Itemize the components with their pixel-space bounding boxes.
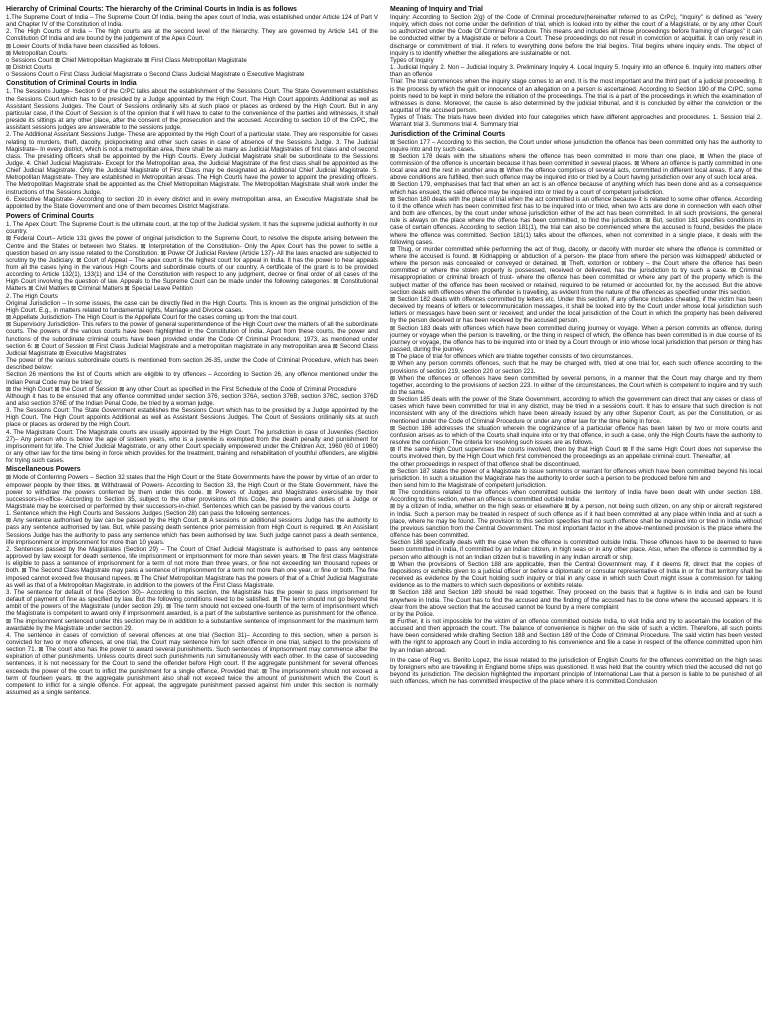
paragraph: ⊠ Section 183 deals with offences which have been committed during journey or voyage. When a person commits an offence, during journey or voyage when the person is travelling, or the thing in respect of which, the offence has been committed is in due course of its journey or voyage, the offence has to be inquired into or tried by a Court through or into whose local jurisdiction that person or thing has passed, during the journey. bbox=[390, 324, 762, 354]
paragraph: In the case of Reg vs. Benito Lopez, the issue related to the jurisdiction of English Courts for the offences committed on the high seas by foreigners who are travelling in England borne ships was questioned. It was held that the country which tried the accused did not go beyond its jurisdiction. The decision highlighted the important principle of International Law that a person is liable to be punished of all such offences, which he has committed irrespective of the place where it is committed.Conclusion bbox=[390, 656, 762, 686]
paragraph: 6. Executive Magistrate- According to section 20 in every district and in every metropolitan area, an Executive Magistrate shall be appointed by the State Government and one of them becomes District Magistrate. bbox=[6, 195, 378, 210]
section-heading: Constitution of Criminal Courts in India bbox=[6, 80, 137, 88]
paragraph: 1. Judicial Inquiry 2. Non – Judicial Inquiry 3. Preliminary Inquiry 4. Local Inquiry 5. Inquiry into an offence 6. Inquiry into matters other than an offence bbox=[390, 64, 762, 79]
paragraph: ⊠ Section 178 deals with the situations where the offence has been committed in more than one place, ⊠ When the place of commission of the offence is uncertain because it has been committed in several places. ⊠ Where an offence is partly committed in one local area and the rest in another area ⊠ When the offence comprises of several acts, committed in different local areas. If any of the above conditions are fulfilled, then such offence may be inquired into or tried by a Court having jurisdiction over any of such local area. bbox=[390, 152, 762, 182]
paragraph: Types of Inquiry bbox=[390, 56, 434, 64]
paragraph: then send him to the Magistrate of competent jurisdiction. bbox=[390, 482, 547, 489]
paragraph: 1. The Sessions Judge– Section 9 of the CrPC talks about the establishment of the Sessions Court. The State Government establishes the Sessions Court which has to be presided by a Judge appointed by the High Court. The High Court appoints Additional as well as Assistant Sessions Judges. The Court of Sessions ordinarily sits at such place or places as ordered by the High Court. But in any particular case, if the Court of Session is of the opinion that it will have to cater to the convenience of the parties and witnesses, it shall preside its sittings at any other place, after the consent of the prosecution and the accused. According to section 10 of the CrPC, the assistant sessions judges are answerable to the sessions judge. bbox=[6, 88, 378, 132]
paragraph: ⊠ Any sentence authorised by law can be passed by the High Court. ⊠ A sessions or additional sessions Judge has the authority to pass any sentence authorised by law. But, while passing death sentence prior permission from High Court is required. ⊠ An Assistant Sessions Judge has the authority to pass any sentence which has been authorised by law. Such judge cannot pass a death sentence, life imprisonment or imprisonment for more than 10 years. bbox=[6, 517, 378, 546]
paragraph: ⊠ Supervisory Jurisdiction- This refers to the power of general superintendence of the High Court over the matters of all the subordinate courts. The powers of the various courts have been highlighted in the Constitution of India. Apart from these courts, the power and functions of the subordinate criminal courts have been provided under the Code Of Criminal Procedure, 1973, as mentioned under section 6: ⊠ Court of Session ⊠ First Class Judicial Magistrate and a metropolitan magistrate in any metropolitan area ⊠ Second Class Judicial Magistrate ⊠ Executive Magistrates bbox=[6, 321, 378, 357]
left-column bbox=[6, 4, 378, 1022]
paragraph: Original Jurisdiction – In some issues, the case can be directly filed in the High Courts. This is known as the original jurisdiction of the High Court. E.g., in matters related to fundamental rights, Marriage and Divorce cases. bbox=[6, 299, 378, 314]
paragraph: o Sessions Court o First Class Judicial Magistrate o Second Class Judicial Magistrate o Executive Magistrate bbox=[6, 71, 305, 79]
paragraph: ⊠ If the same High Court supervises the courts involved, then by that High Court ⊠ If the same High Court does not supervise the courts involved then, by the High Court which first commenced the proceedings as an appellate criminal court. Thereafter, all bbox=[390, 446, 762, 461]
paragraph: 4. The Magistrate Court: The Magistrate courts are usually appointed by the High Court. The jurisdiction in case of Juveniles (Section 27)– Any person who is below the age of sixteen years, who is a juvenile is exempted from the death penalty and punishment for imprisonment for life. The Chief Judicial Magistrate, or any other Court specially empowered under the Children Act, 1960 (60 of 1960) or any other law for the time being in force which provides for the treatment, training and rehabilitation of youthful offenders, are eligible for trying such cases. bbox=[6, 428, 378, 465]
paragraph: Section 188 specifically deals with the case when the offence is committed outside India. These offences have to be deemed to have been committed in India, if committed by an Indian citizen, in high seas or in any other place. Also, when the offence is committed by a person who although is not an Indian citizen but is travelling in any Indian aircraft or ship. bbox=[390, 539, 762, 561]
paragraph: ⊠ Further, it is not impossible for the victim of an offence committed outside India, to visit India and try to ascertain the location of the accused and then approach the court. The balance of convenience is higher on the side of such a victim. Therefore, all such points have been considered while drafting Section 188 and Section 189 of the Code of Criminal Procedure. The said victim has been vested with the right to approach any Court in India according to his convenience and file a case in respect of the offence committed upon him by an Indian abroad. bbox=[390, 617, 762, 654]
section-heading: Hierarchy of Criminal Courts: The hierarchy of the Criminal Courts in India is as follows bbox=[6, 6, 297, 13]
paragraph: The power of the various subordinate courts is mentioned from section 26-35, under the Code of Criminal Procedure, which has been described below: bbox=[6, 357, 378, 372]
paragraph: ⊠ Section 177 – According to this section, the Court under whose jurisdiction the offence has been committed only has the authority to inquire into and try such cases. bbox=[390, 138, 762, 153]
paragraph: ⊠ Section 185 deals with the power of the State Government, according to which the government can direct that any cases or class of cases which have been committed for trial in any district, may be tried in a sessions court. It has to ensure that such direction is not inconsistent with any of the directions which have been already issued by any other Superior Court, as per the Constitution, or as mentioned under the Code of Criminal Procedure or under any other law for the time being in force. bbox=[390, 396, 762, 425]
paragraph: 2. Sentences passed by the Magistrates (Section 29) – The Court of Chief Judicial Magistrate is authorised to pass any sentence approved by law except for death sentence, life imprisonment or imprisonment for more than seven years. ⊠ The first class Magistrate is eligible to pass a sentence of imprisonment for a term of not more than three years, or fine not exceeding ten thousand rupees or both. ⊠ The Second Class Magistrate may pass a sentence of imprisonment for a term not more than one year, or fine or both. The fine imposed cannot exceed five thousand rupees. ⊠ The Chief Metropolitan Magistrate has the powers of that of a Chief Judicial Magistrate as well as that of a Metropolitan Magistrate, in addition to the powers of the First Class Magistrate. bbox=[6, 545, 378, 589]
paragraph: Although it has to be ensured that any offence committed under section 376, section 376A, section 376B, section 376C, section 376D and also section 376E of the Indian Penal Code, be tried by a woman judge. bbox=[6, 392, 378, 407]
paragraph: ⊠ Section 187 states the power of a Magistrate to issue summons or warrant for offences which have been committed beyond his local jurisdiction. In such a situation the Magistrate has the authority to order such a person to be produced before him and bbox=[390, 467, 762, 482]
paragraph: 3. The sentence for default of fine (Section 30)– According to this section, the Magistrate has the power to pass imprisonment for default of payment of fine as specified by law. But the following conditions need to be satisfied. ⊠ The term should not go beyond the ambit of the powers of the Magistrate (under section 29). ⊠ The term should not exceed one-fourth of the term of imprisonment which the Magistrate is competent to award only if imprisonment awarded, is a part of the substantive sentence as punishment for the offence. ⊠ The imprisonment sentenced under this section may be in addition to a substantive sentence of imprisonment for the maximum term awardable by the Magistrate under section 29. bbox=[6, 588, 378, 632]
paragraph: ⊠ Mode of Conferring Powers – Section 32 states that the High Court or the State Governments have the power by virtue of an order to empower people by their titles. ⊠ Withdrawal of Powers- According to Section 33, the High Court or the State Government, have the power to withdraw the powers conferred by them under this code. ⊠ Powers of Judges and Magistrates exercisable by their successors-in-office- According to Section 35, subject to the other provisions of this Code, the powers and duties of a Judge or Magistrate may be exercised or performed by their successors-in-chief. Sentences which can be passed by the various courts bbox=[6, 474, 378, 510]
paragraph: ⊠ Lower Courts of India have been classified as follows. bbox=[6, 42, 161, 50]
paragraph: ⊠ When the provisions of Section 188 are applicable, then the Central Government may, if it deems fit, direct that the copies of depositions or exhibits given to a judicial officer or before a diplomatic or consular representative of India in or for that territory shall be received as evidence by the Court holding such inquiry or trial in any case in which such Court might issue a commission for taking evidence as to the matters to which such depositions or exhibits relate. bbox=[390, 560, 762, 590]
section-heading: Jurisdiction of the Criminal Courts bbox=[390, 130, 506, 138]
paragraph: Trial: The trial commences when the inquiry stage comes to an end. It is the most important and the third part of a judicial proceeding. It is the process by which the guilt or innocence of an allegation on a person is ascertained. According to Section 190 of the CrPC, some points need to be kept in mind before the initiation of the proceedings. The trial is a part of the proceedings in which the examination of witnesses is done. Moreover, the cause is also determined by the judicial tribunal, and it is concluded by either the conviction or the acquittal of the accused person. bbox=[390, 78, 762, 115]
paragraph: 2. The High Courts bbox=[6, 292, 58, 300]
paragraph: ⊠ When any person commits offences, such that he may be charged with, tried at one trial for, each such offence according to the provisions of section 219, section 220 or section 221. bbox=[390, 360, 762, 375]
paragraph: ⊠ Appellate Jurisdiction- The High Court is the Appellate Court for the cases coming up from the trial court. bbox=[6, 314, 298, 322]
section-heading: Meaning of Inquiry and Trial bbox=[390, 6, 483, 13]
paragraph: 2. The High Courts of India – The high courts are at the second level of the hierarchy. They are governed by Article 141 of the Constitution Of India and are bound by the judgement of the Apex Court. bbox=[6, 28, 378, 43]
paragraph: 1. Sentence which the High Courts and Sessions Judges (Section 28) can pass the following sentences. bbox=[6, 510, 292, 518]
section-heading: Powers of Criminal Courts bbox=[6, 213, 94, 221]
paragraph: ⊠ Metropolitan Courts bbox=[6, 49, 67, 57]
paragraph: ⊠ Section 180 deals with the place of trial when the act committed is an offence because it is related to some other offence. According to it the offence which has been committed first has to be inquired into or tried, when two acts are done in connection with each other and both are offences, by the court under whose jurisdiction either of the act has been committed. In all such provisions, the general rule is always on the place where the offence has been committed, to find the jurisdiction. ⊠ But, section 181 specifies conditions in case of certain offences. According to section 181(1), the trial can also be commenced where the accused is found, besides the place where the offence was committed. Section 181(1) talks about the offences, when not committed in a single place, it deals with the following cases. bbox=[390, 195, 762, 246]
paragraph: ⊠ Section 179, emphasises that fact that when an act is an offence because of anything which has been done and as a consequence which has ensued, the said offence may be inquired into or tried by a court of competent jurisdiction. bbox=[390, 181, 762, 196]
paragraph: ⊠ When the offences or offences have been committed by several persons, in a manner that the Court may charge and try them together, according to the provisions of section 223. In either of the circumstances, the Court which is competent to inquire and try such do the same. bbox=[390, 374, 762, 396]
paragraph: ⊠ Section 186 addresses the situation wherein the cognizance of a particular offence has been taken by two or more courts and confusion arises as to which of the Courts shall inquire into or try that offence, in such a case, only the High Courts have the authority to resolve the confusion. The criteria for resolving such issues are as follows. bbox=[390, 424, 762, 447]
paragraph: 1. The Apex Court: The Supreme Court is the ultimate court, at the top of the Judicial system. It has the supreme judicial authority in our country. bbox=[6, 221, 378, 236]
paragraph: or by the Police. bbox=[390, 610, 435, 618]
paragraph: 1.The Supreme Court of India – The Supreme Court Of India, being the apex court of India, was established under Article 124 of Part V and Chapter IV of the Constitution of India. bbox=[6, 14, 378, 29]
paragraph: Section 26 mentions the list of Courts which are eligible to try offences – According to Section 26, any offence mentioned under the Indian Penal Code may be tried by: bbox=[6, 371, 378, 386]
paragraph: ⊠ Section 188 and Section 189 should be read together. They proceed on the basis that a fugitive is in India and can be found anywhere in India. The Court has to find the accused and the finding of the accused has to be done where the accused appears. It is clear from the above section that the accused cannot be found by a mere complaint bbox=[390, 589, 762, 611]
paragraph: ⊠ The place of trial for offences which are triable together consists of two circumstances. bbox=[390, 353, 633, 361]
paragraph: the other proceedings in respect of that offence shall be discontinued. bbox=[390, 460, 581, 468]
paragraph: 4. The sentence in cases of conviction of several offences at one trial (Section 31)– According to this section, when a person is convicted for two or more offences, at one trial, the Court may sentence him for such offence in one trial, subject to the provisions of section 71. ⊠ The court also has the power to award several punishments. Such sentences of imprisonment may commence after the expiration of other punishments. Unless courts direct such punishments run simultaneously with each other. In the case of succeeding sentences, it is not necessary for the Court to send the offender before High court. If the aggregate punishment for several offences exceeds the power of the court to inflict the punishment for a single offence. Provided that: ⊠ The imprisonment should not exceed a term of fourteen years. ⊠ the aggregate punishment also shall not exceed twice the amount of punishment which the Court is competent to inflict for a single offence. For appeal, the aggregate punishment passed against him under this section is normally assumed as a single sentence. bbox=[6, 631, 378, 697]
paragraph: ⊠ the High Court ⊠ the Court of Session ⊠ any other Court as specified in the First Schedule of the Code of Criminal Procedure bbox=[6, 385, 357, 393]
paragraph: ⊠ Federal Court– Article 131 gives the power of original jurisdiction to the Supreme Court, to resolve the dispute arising between the Centre and the States or between two States. ⊠ Interpretation of the Constitution- Only the Apex Court has the power to settle a question based on any issue related to the Constitution. ⊠ Power Of Judicial Review (Article 137)- All the laws enacted are subjected to scrutiny by the Judiciary. ⊠ Court of Appeal – The apex court is the highest court for appeal in India. It has the power to hear appeals from all the cases lying in the various High Courts and subordinate courts of our country. A certificate of the grant is to be provided according to Article 132(1), 133(1) and 134 of the Constitution with respect to any judgment, decree or final order of all cases of the High Court involving the question of law. Appeals to the Supreme Court can be made under the following categories: ⊠ Constitutional Matters ⊠ Civil Matters ⊠ Criminal Matters ⊠ Special Leave Petition bbox=[6, 235, 378, 293]
paragraph: ⊠ Section 182 deals with offences committed by letters etc. Under this section, if any offence includes cheating, if the victim has been deceived by means of letters or telecommunication messages, it shall be looked into by the Court under whose local jurisdiction such letters or messages have been sent or received; and under the local jurisdiction of the Court in which the property has been delivered by the person deceived or has been received by the accused person. bbox=[390, 295, 762, 325]
paragraph: ⊠ by a citizen of India, whether on the high seas or elsewhere ⊠ by a person, not being such citizen, on any ship or aircraft registered in India. Such a person may be treated in respect of such offence as if it had been committed at any place within India and at such a place, where he may be found. The provision to this section specifies that no such offence shall be inquired into or tried in India without the previous sanction from the Central Government. The most important factor in the above-mentioned provision is the place where the offence has been committed. bbox=[390, 503, 762, 540]
paragraph: o Sessions Court ⊠ Chief Metropolitan Magistrate ⊠ First Class Metropolitan Magistrate bbox=[6, 56, 247, 64]
paragraph: Types of Trials: The trials have been divided into four categories which have different approaches and procedures. 1. Session trial 2. Warrant trial 3. Summons trial 4. Summary trial bbox=[390, 114, 762, 129]
paragraph: ⊠ The conditions related to the offences when committed outside the territory of India have been dealt with under section 188. According to this section, when an offence is committed outside India: bbox=[390, 489, 762, 504]
paragraph: Inquiry: According to Section 2(g) of the Code of Criminal procedure(hereinafter referred to as CrPc), "Inquiry" is defined as "every inquiry, which does not come under the definition of trial, which is looked into by either the court of a Magistrate, or by any other Court so authorized under the Code Of Criminal Procedure. This means and includes all those proceedings before framing of charges" it can be conducted either by a Magistrate or before a Court. These proceedings do not result in conviction or acquittal. It can only result in discharge or commitment of trial. It refers to everything done before the trial begins. Trial begins where inquiry ends. The object of inquiry is to identify whether the allegations are sustainable or not. bbox=[390, 14, 762, 57]
paragraph: 3. The Sessions Court: The State Government establishes the Sessions Court which has to be presided by a Judge appointed by the High Court. The High Court appoints Additional as well as Assistant Sessions Judges. The Court of Sessions ordinarily sits at such place or places as ordered by the High Court. bbox=[6, 407, 378, 429]
paragraph: 2. The Additional Assistant Sessions Judge- These are appointed by the High Court of a particular state. They are responsible for cases relating to murders, theft, dacoity, pickpocketing and other such cases in case of absence of the Sessions Judge. 3. The Judicial Magistrate– In every district, which is not a metropolitan area, there shall be as many as Judicial Magistrates of first class and of second class. The presiding officers shall be appointed by the High Courts. Every Judicial Magistrate shall be subordinate to the Sessions Judge. 4. Chief Judicial Magistrate- Except for the Metropolitan area, the Judicial Magistrate of the first class shall be appointed as the Chief Judicial Magistrate. Only the Judicial Magistrate of First Class may be designated as Additional Chief Judicial Magistrate. 5. Metropolitan Magistrate- They are established in Metropolitan areas. The High Courts have the power to appoint the presiding officers. The Metropolitan Magistrate shall be appointed as the Chief Metropolitan Magistrate. The Metropolitan Magistrate shall work under the instructions of the Sessions Judge. bbox=[6, 131, 378, 196]
section-heading: Miscellaneous Powers bbox=[6, 466, 81, 474]
paragraph: ⊠ District Courts bbox=[6, 64, 52, 72]
paragraph: ⊠ Thug, or murder committed while performing the act of thug, dacoity, or dacoity with murder etc where the offence is committed or where the accused is found. ⊠ Kidnapping or abduction of a person- the place from where the person was kidnapped/ abducted or where the person was concealed or conveyed or detained. ⊠ Theft, extortion or robbery – the Court where the offence has been committed or where the stolen property is possessed, received or delivered, has the jurisdiction to try such a case. ⊠ Criminal misappropriation or criminal breach of trust- where the offence has been committed or where any part of the property which is the subject matter of the offence has been received or retained, required to be returned or accounted for, by the accused. But the above section deals with offences when the offender is travelling, as evident from the nature of the offences as specified under this section. bbox=[390, 245, 762, 296]
right-column bbox=[390, 4, 762, 1022]
